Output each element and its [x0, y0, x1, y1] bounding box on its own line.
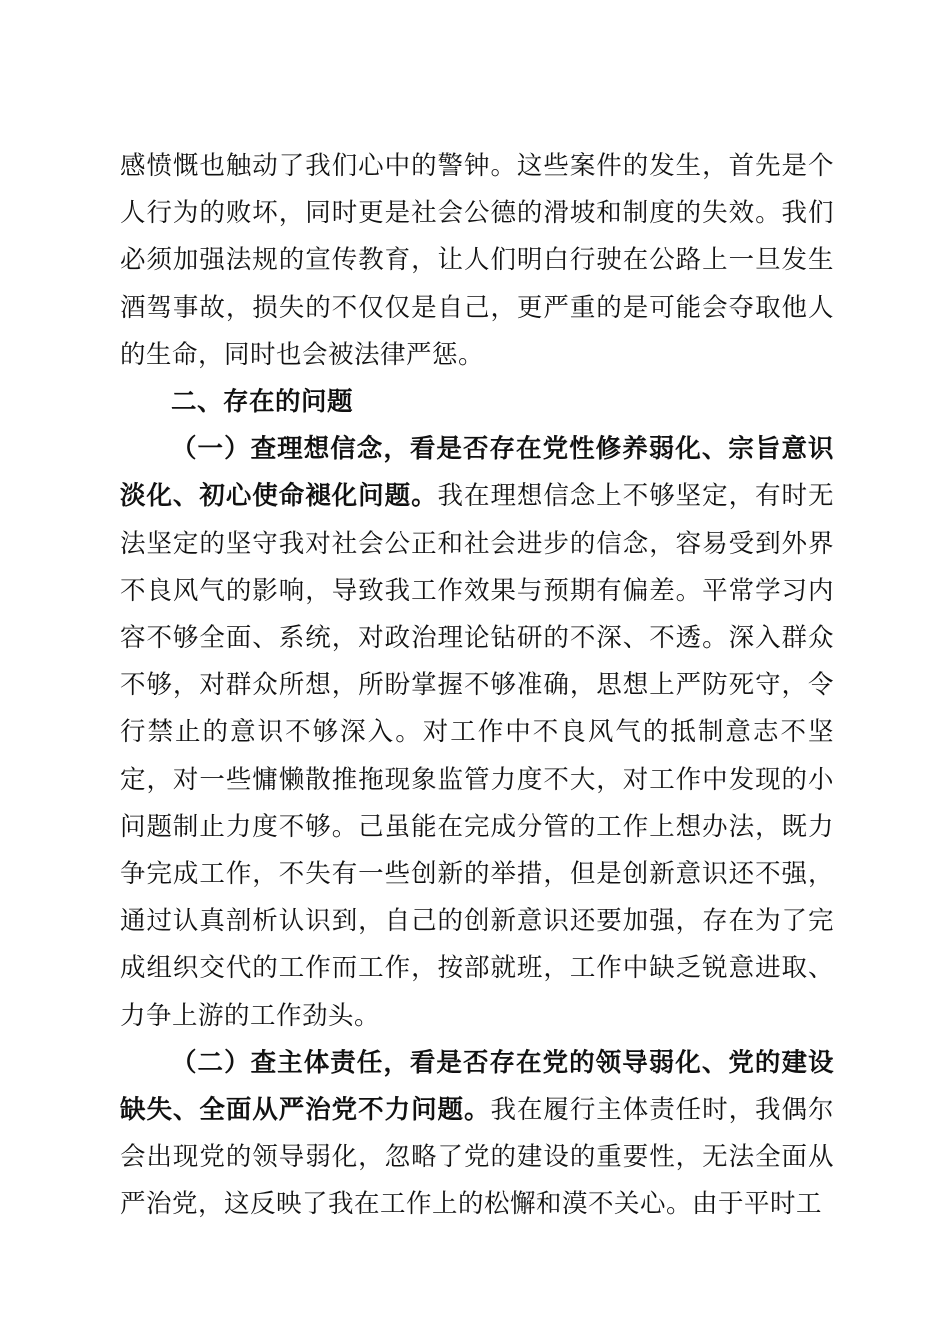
item-2-lead: （二）查主体责任，看是否存在党的领导弱化、党的建设缺失、全面从严治党不力问题。 [120, 1047, 834, 1126]
section-heading: 二、存在的问题 [171, 387, 354, 418]
item-1-lead: （一）查理想信念，看是否存在党性修养弱化、宗旨意识淡化、初心使命褪化问题。 [120, 434, 834, 512]
item-2-body: 我在履行主体责任时，我偶尔会出现党的领导弱化，忽略了党的建设的重要性，无法全面从严治党，这反映了我在工作上的松懈和漠不关心。由于平时工 [120, 1095, 834, 1220]
paragraph-continuation: 感愤慨也触动了我们心中的警钟。这些案件的发生，首先是个人行为的败坏，同时更是社会公德的滑坡和制度的失效。我们必须加强法规的宣传教育，让人们明白行驶在公路上一旦发生酒驾事故，损失的不仅仅是自己，更严重的是可能会夺取他人的生命，同时也会被法律严惩。 [120, 151, 834, 370]
document-body [120, 143, 834, 1229]
item-1-body: 我在理想信念上不够坚定，有时无法坚定的坚守我对社会公正和社会进步的信念，容易受到外界不良风气的影响，导致我工作效果与预期有偏差。平常学习内容不够全面、系统，对政治理论钻研的不深、不透。深入群众不够，对群众所想，所盼掌握不够准确，思想上严防死守，令行禁止的意识不够深入。对工作中不良风气的抵制意志不坚定，对一些慵懒散推拖现象监管力度不大，对工作中发现的小问题制止力度不够。己虽能在完成分管的工作上想办法，既力争完成工作，不失有一些创新的举措，但是创新意识还不强，通过认真剖析认识到，自己的创新意识还要加强，存在为了完成组织交代的工作而工作，按部就班，工作中缺乏锐意进取、力争上游的工作劲头。 [120, 481, 834, 1031]
item-paragraph-1 [120, 426, 834, 1040]
item-paragraph-2 [120, 1040, 834, 1229]
